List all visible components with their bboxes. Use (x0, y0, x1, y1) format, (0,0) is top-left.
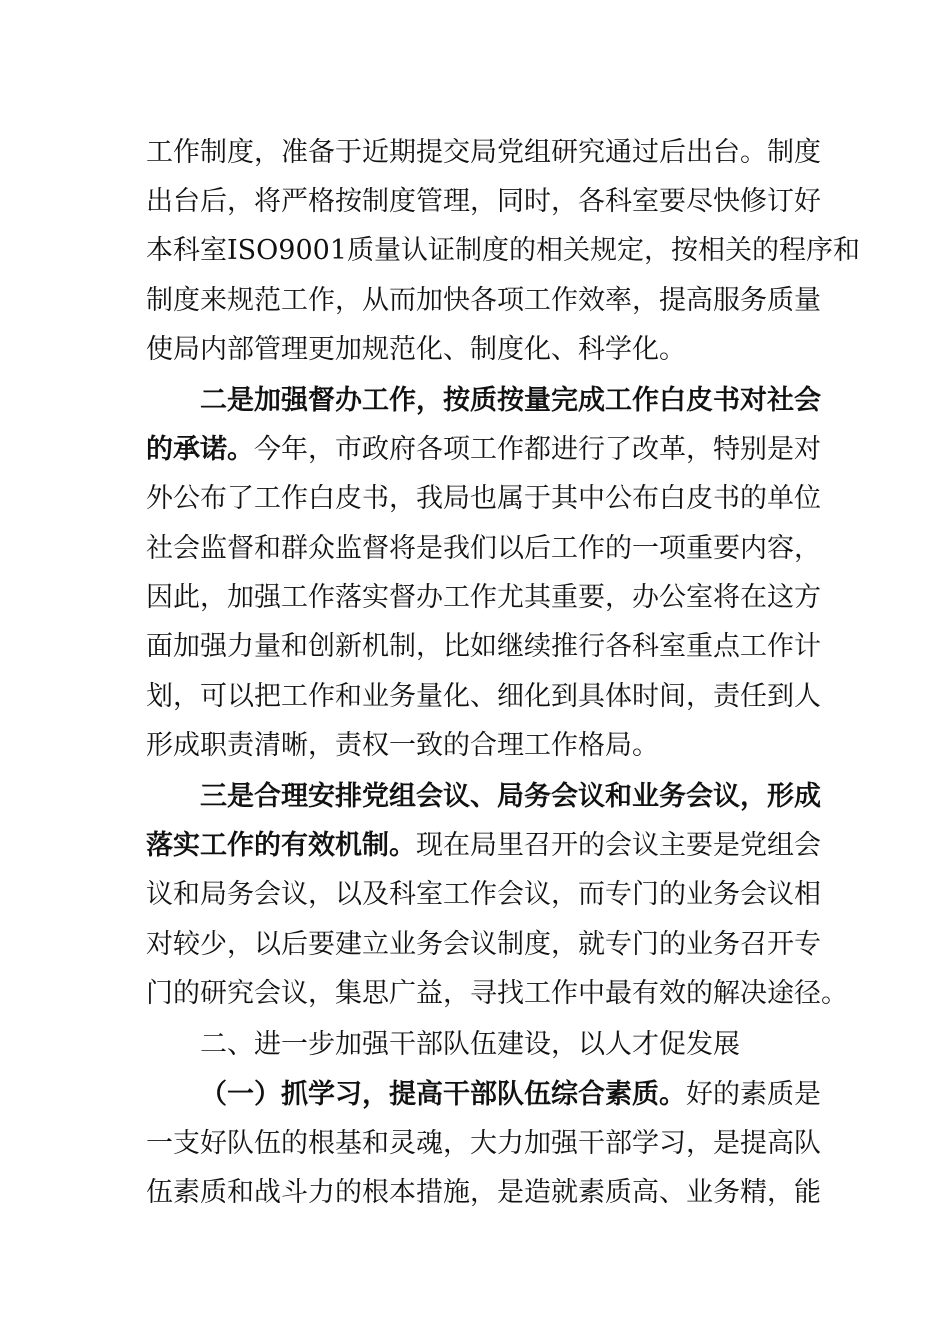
section-heading-line: 三是合理安排党组会议、局务会议和业务会议，形成 (200, 781, 821, 812)
paragraph-line (146, 821, 821, 871)
paragraph-line: 对较少，以后要建立业务会议制度，就专门的业务召开专 (146, 929, 821, 960)
paragraph-line: 外公布了工作白皮书，我局也属于其中公布白皮书的单位 (146, 483, 821, 514)
paragraph-line: 本科室ISO9001质量认证制度的相关规定，按相关的程序和 (146, 235, 861, 266)
paragraph-line: 划，可以把工作和业务量化、细化到具体时间，责任到人 (146, 681, 821, 712)
paragraph-line: 一支好队伍的根基和灵魂，大力加强干部学习，是提高队 (146, 1128, 821, 1159)
paragraph-line (200, 1070, 821, 1120)
paragraph-line: 门的研究会议，集思广益，寻找工作中最有效的解决途径。 (146, 978, 848, 1009)
paragraph-line: 社会监督和群众监督将是我们以后工作的一项重要内容， (146, 533, 821, 564)
paragraph-line: 面加强力量和创新机制，比如继续推行各科室重点工作计 (146, 631, 821, 662)
bold-lead-text: （一）抓学习，提高干部队伍综合素质。 (200, 1079, 686, 1110)
paragraph-line: 议和局务会议，以及科室工作会议，而专门的业务会议相 (146, 879, 821, 910)
paragraph-line: 形成职责清晰，责权一致的合理工作格局。 (146, 730, 659, 761)
paragraph-line: 使局内部管理更加规范化、制度化、科学化。 (146, 334, 686, 365)
body-text: 今年，市政府各项工作都进行了改革，特别是对 (254, 434, 821, 465)
paragraph-line: 因此，加强工作落实督办工作尤其重要，办公室将在这方 (146, 582, 821, 613)
section-heading-line: 二是加强督办工作，按质按量完成工作白皮书对社会 (200, 385, 821, 416)
paragraph-line: 制度来规范工作，从而加快各项工作效率，提高服务质量 (146, 285, 821, 316)
body-text: 好的素质是 (686, 1079, 821, 1110)
body-text: 现在局里召开的会议主要是党组会 (416, 830, 821, 861)
paragraph-line: 出台后，将严格按制度管理，同时，各科室要尽快修订好 (146, 186, 821, 217)
bold-lead-text: 的承诺。 (146, 434, 254, 465)
paragraph-line (146, 425, 821, 475)
bold-lead-text: 落实工作的有效机制。 (146, 830, 416, 861)
paragraph-line: 工作制度，准备于近期提交局党组研究通过后出台。制度 (146, 137, 821, 168)
paragraph-line: 伍素质和战斗力的根本措施，是造就素质高、业务精，能 (146, 1177, 821, 1208)
chapter-heading: 二、进一步加强干部队伍建设，以人才促发展 (200, 1029, 740, 1060)
